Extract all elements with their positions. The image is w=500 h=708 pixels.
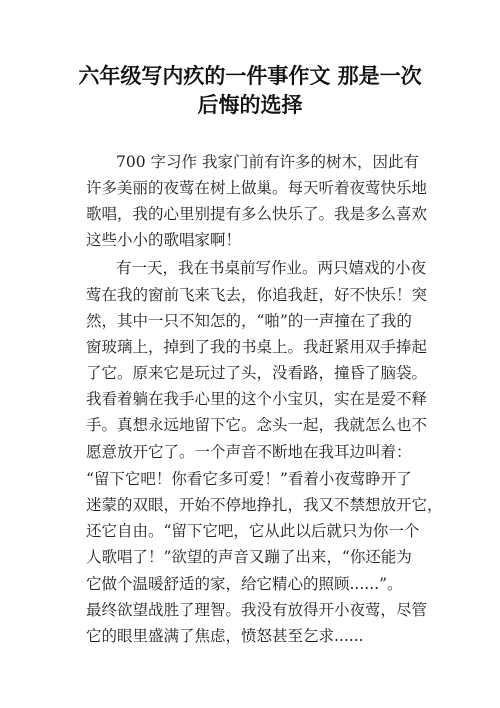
body-line: 有一天，我在书桌前写作业。两只嬉戏的小夜 (116, 259, 427, 277)
title-line-1: 六年级写内疚的一件事作文 那是一次 (78, 64, 422, 88)
body-line: 歌唱，我的心里别提有多么快乐了。我是多么喜欢 (86, 205, 428, 223)
body-line: 它的眼里盛满了焦虑，愤怒甚至乞求...... (86, 627, 364, 645)
body-line: 了它。原来它是玩过了头，没看路，撞昏了脑袋。 (86, 364, 428, 382)
body-line: “留下它吧！你看它多可爱！”看着小夜莺睁开了 (86, 470, 412, 488)
body-line: 人歌唱了！”欲望的声音又蹦了出来，“你还能为 (86, 548, 412, 566)
body-line: 它做个温暖舒适的家，给它精心的照顾......”。 (86, 575, 403, 593)
body-line: 手。真想永远地留下它。念头一起，我就怎么也不 (86, 416, 428, 434)
body-line: 迷蒙的双眼，开始不停地挣扎，我又不禁想放开它， (86, 496, 443, 514)
body-line: 然，其中一只不知怎的，“啪”的一声撞在了我的 (86, 312, 412, 330)
body-line: 窗玻璃上，掉到了我的书桌上。我赶紧用双手捧起 (86, 338, 428, 356)
body-line: 还它自由。“留下它吧，它从此以后就只为你一个 (86, 522, 420, 540)
body-line: 莺在我的窗前飞来飞去，你追我赶，好不快乐！突 (86, 286, 428, 304)
body-line: 愿意放开它了。一个声音不断地在我耳边叫着： (86, 443, 412, 461)
title-line-2: 后悔的选择 (197, 93, 303, 117)
body-line: 最终欲望战胜了理智。我没有放得开小夜莺，尽管 (86, 601, 428, 619)
body-line: 这些小小的歌唱家啊！ (86, 231, 242, 249)
body-line: 700 字习作 我家门前有许多的树木，因此有 (116, 153, 419, 171)
body-line: 我看着躺在我手心里的这个小宝贝，实在是爱不释 (86, 390, 428, 408)
body-line: 许多美丽的夜莺在树上做巢。每天听着夜莺快乐地 (86, 179, 428, 197)
